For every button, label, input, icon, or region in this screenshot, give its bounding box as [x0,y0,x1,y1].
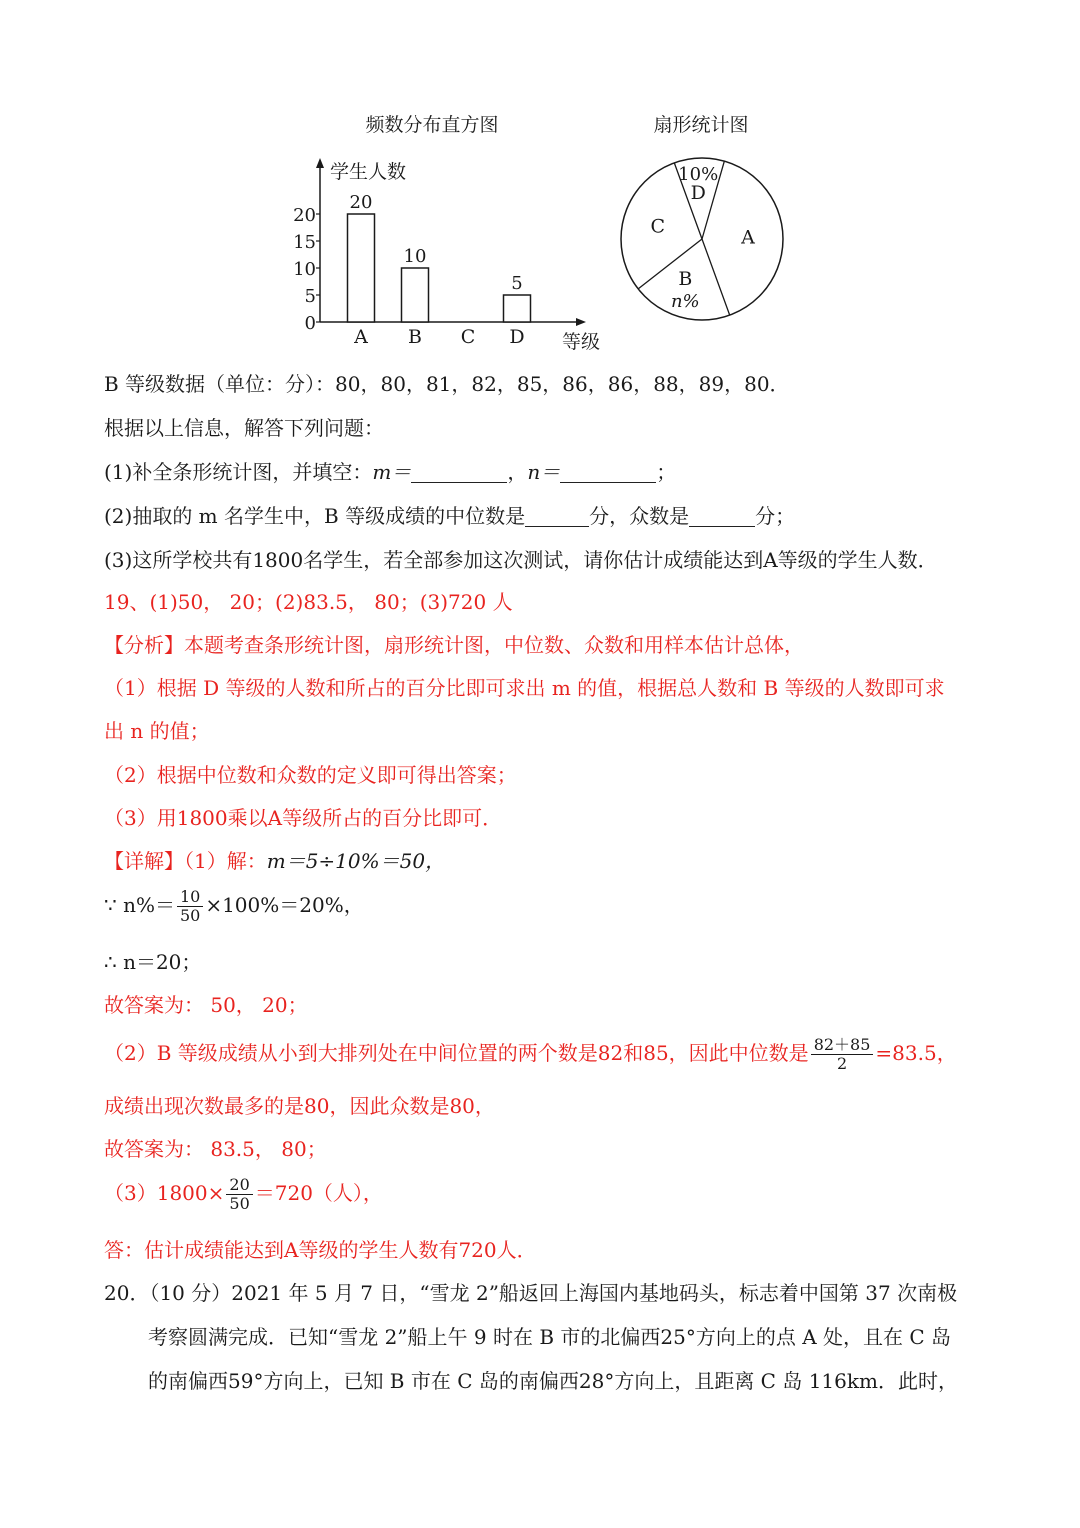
bar-B [402,268,429,322]
final-answer: 答：估计成绩能达到A等级的学生人数有720人． [104,1238,537,1262]
bar-A [348,214,375,322]
analysis-3: （3）用1800乘以A等级所占的百分比即可． [104,806,503,830]
b-grade-data: B 等级数据（单位：分）：80，80，81，82，85，86，86，88，89，80． [104,372,790,396]
question-2 [104,504,795,528]
q1-sep: ， [507,460,528,484]
bar-chart-xlabel: 等级 [562,331,601,353]
part-3-line [104,1176,383,1213]
fraction-82-85 [811,1036,874,1073]
pie-slice-label: A [741,226,755,249]
y-tick-label: 5 [304,286,316,307]
bar-value-label: 20 [349,192,373,213]
answer-1: 故答案为： 50， 20； [104,993,308,1017]
fraction-num: 10 [177,888,203,907]
answer-2: 故答案为： 83.5， 80； [104,1137,327,1161]
question-1 [104,460,676,484]
x-category-label: B [408,326,422,348]
part-2-pre: （2）B 等级成绩从小到大排列处在中间位置的两个数是82和85，因此中位数是 [104,1041,809,1065]
mode-blank[interactable] [689,506,755,527]
problem-20-line2: 考察圆满完成．已知“雪龙 2”船上午 9 时在 B 市的北偏西25°方向上的点 A 处，且在 C 岛 [148,1325,952,1349]
because-pre: ∵ n%＝ [104,893,175,917]
fraction-den: 50 [179,906,201,925]
q1-text: (1)补全条形统计图，并填空： [104,460,373,484]
detail-label: 【详解】（1）解： [104,849,267,873]
pie-slice-pct: n% [670,291,700,313]
detail-equation: m＝5÷10%＝50， [266,849,446,873]
fraction-10-50 [177,888,203,925]
bar-chart-ylabel: 学生人数 [330,161,407,183]
bar-chart [293,114,600,353]
pie-slice-label: B [678,268,693,291]
x-category-label: A [354,326,368,348]
m-blank[interactable] [411,462,507,483]
q2-text: (2)抽取的 m 名学生中，B 等级成绩的中位数是 [104,504,526,528]
fraction-num: 82＋85 [811,1036,874,1055]
because-post: ×100%＝20%， [205,893,364,917]
y-tick-label: 20 [293,205,316,226]
fraction-den: 50 [229,1194,250,1213]
problem-intro: 根据以上信息，解答下列问题： [104,416,384,440]
part-2-line1 [104,1036,957,1073]
bar-value-label: 10 [403,246,427,267]
x-axis-arrow [576,318,586,326]
bar-chart-title: 频数分布直方图 [365,114,499,136]
problem-20-line1: 20．（10 分）2021 年 5 月 7 日，“雪龙 2”船返回上海国内基地码头，标志着中国第 37 次南极 [104,1281,958,1305]
fraction-20-50 [226,1176,252,1213]
y-tick-label: 15 [293,232,316,253]
pie-chart-title: 扇形统计图 [653,114,749,136]
analysis-1-line1: （1）根据 D 等级的人数和所占的百分比即可求出 m 的值，根据总人数和 B 等级的人数即可求 [104,676,945,700]
x-category-label: D [509,326,525,348]
bar-D [504,295,531,322]
q1-m: m＝ [372,460,412,484]
median-blank[interactable] [525,506,589,527]
n-blank[interactable] [560,462,656,483]
fraction-num: 20 [226,1176,252,1195]
part-3-post: ＝720（人）， [254,1181,383,1205]
pie-chart [621,114,783,320]
figures [0,0,1080,370]
y-tick-label: 0 [304,313,316,334]
analysis-1-line2: 出 n 的值； [104,719,210,743]
question-3: (3)这所学校共有1800名学生，若全部参加这次测试，请你估计成绩能达到A等级的学生人数． [104,548,938,572]
part-2-post: =83.5， [875,1041,957,1065]
problem-20-line3: 的南偏西59°方向上，已知 B 市在 C 岛的南偏西28°方向上，且距离 C 岛 116km．此时， [148,1369,958,1393]
y-tick-label: 10 [293,259,316,280]
pie-slice-label: C [650,215,666,238]
because-line [104,888,364,925]
q1-n: n＝ [527,460,561,484]
part-3-pre: （3）1800× [104,1181,225,1205]
pie-slice-label: D [690,182,706,205]
q2-mid: 分，众数是 [589,504,690,528]
fraction-den: 2 [836,1054,848,1073]
analysis: 【分析】本题考查条形统计图，扇形统计图，中位数、众数和用样本估计总体， [104,633,804,657]
therefore-line: ∴ n＝20； [104,950,202,974]
pie-slice-pct: 10% [678,164,719,186]
part-2-line2: 成绩出现次数最多的是80，因此众数是80， [104,1094,495,1118]
answer-19: 19、(1)50， 20；(2)83.5， 80；(3)720 人 [104,590,513,614]
y-axis-arrow [316,158,324,168]
x-category-label: C [460,326,476,348]
q1-end: ； [656,460,677,484]
bar-value-label: 5 [511,273,523,294]
q2-end: 分； [755,504,796,528]
analysis-2: （2）根据中位数和众数的定义即可得出答案； [104,763,517,787]
detail-1 [104,849,445,873]
